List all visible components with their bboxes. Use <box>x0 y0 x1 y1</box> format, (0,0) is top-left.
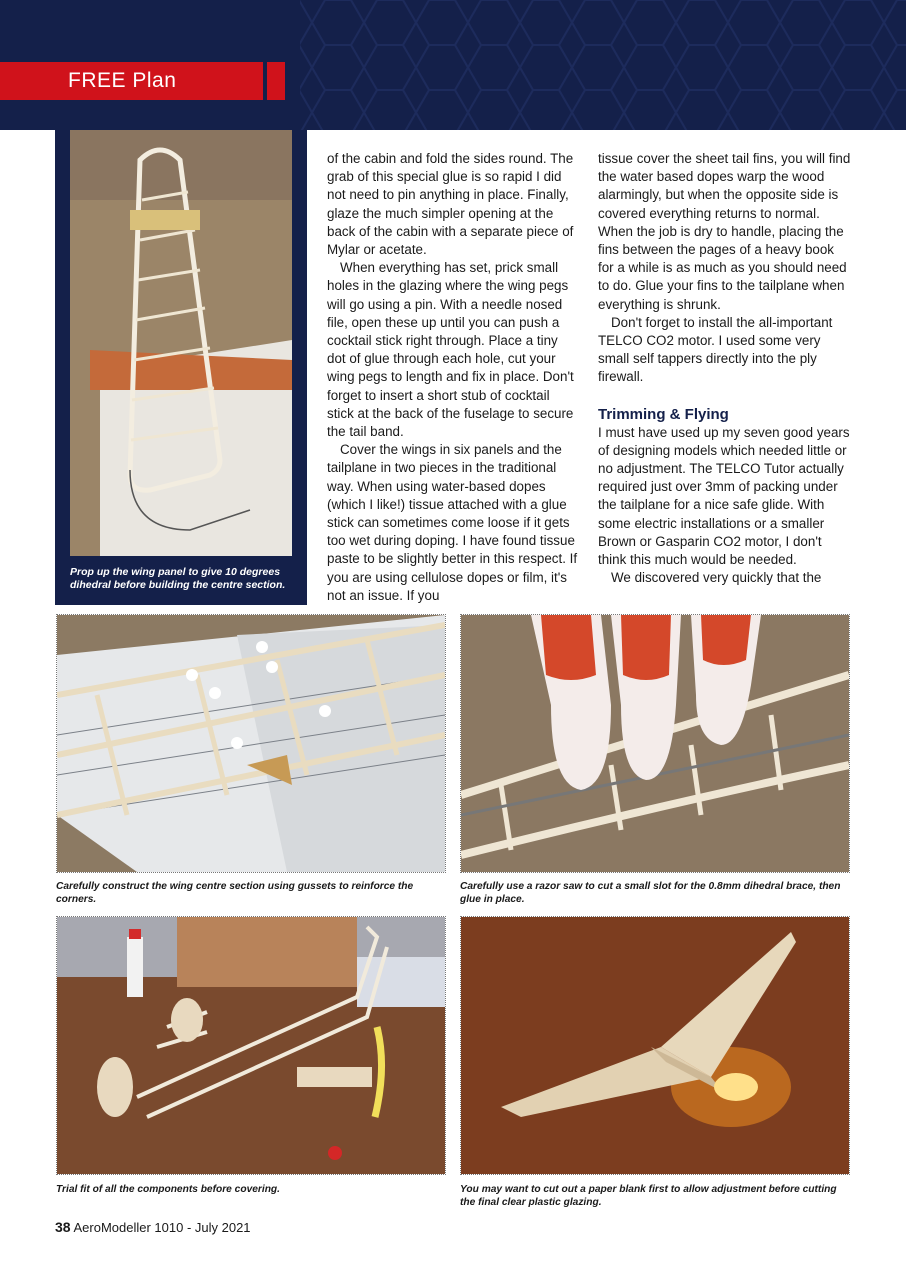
page-footer <box>55 1219 251 1235</box>
paragraph: Don't forget to install the all-important TELCO CO2 motor. I used some very small self tappers directly into the ply firewall. <box>598 314 833 385</box>
section-tag <box>0 62 263 100</box>
paragraph: tissue cover the sheet tail fins, you will find the water based dopes warp the wood alarmingly, but when the opposite side is covered everything returns to normal. When the job is dry to handle, placing the fins between the pages of a heavy book for a while is as much as you should need to do. Glue your fins to the tailplane when everything is shrunk. <box>598 151 851 312</box>
paragraph: When everything has set, prick small holes in the glazing where the wing pegs will go using a pin. With a needle nosed file, open these up until you can push a cocktail stick right through. Place a tiny dot of glue through each hole, cut your wing pegs to length and fix in place. Don't forget to insert a short stub of cocktail stick at the back of the fuselage to secure the tail band. <box>327 260 574 440</box>
paragraph: of the cabin and fold the sides round. The grab of this special glue is so rapid I did not need to pin anything in place. Finally, glaze the much simpler opening at the back of the cabin with a separate piece of Mylar or acetate. <box>327 151 574 258</box>
paragraph: We discovered very quickly that the <box>611 570 822 586</box>
trial-fit-photo <box>56 916 446 1175</box>
article-column-1 <box>327 150 579 605</box>
section-label: FREE Plan <box>68 69 177 92</box>
photo-panel <box>55 130 307 605</box>
article-column-2 <box>598 150 852 587</box>
photo-caption: You may want to cut out a paper blank first to allow adjustment before cutting the final clear plastic glazing. <box>460 1184 837 1208</box>
page-number: 38 <box>55 1219 71 1235</box>
paragraph: I must have used up my seven good years of designing models which needed little or no adjustment. The TELCO Tutor actually required just over 3mm of packing under the tailplane for a nice safe glide. With some electric installations or a smaller Brown or Gasparin CO2 motor, I don't think this much would be needed. <box>598 424 850 568</box>
paragraph: Cover the wings in six panels and the tailplane in two pieces in the traditional way. When using water-based dopes (which I like!) tissue attached with a glue stick can sometimes come loose if it gets too wet during doping. I have found tissue paste to be slightly better in this respect. If you are using cellulose dopes or film, it's not an issue. If you <box>327 442 578 603</box>
section-heading: Trimming & Flying <box>598 405 729 423</box>
photo-caption: Prop up the wing panel to give 10 degrees dihedral before building the centre section. <box>70 566 286 591</box>
wing-centre-section-photo <box>56 614 446 873</box>
publication-name: AeroModeller 1010 - July 2021 <box>73 1220 251 1235</box>
section-tag-mark <box>267 62 285 100</box>
photo-caption: Carefully construct the wing centre section using gussets to reinforce the corners. <box>56 881 414 905</box>
photo-caption: Carefully use a razor saw to cut a small slot for the 0.8mm dihedral brace, then glue in place. <box>460 881 841 905</box>
paper-blank-photo <box>460 916 850 1175</box>
razor-saw-slot-photo <box>460 614 850 873</box>
photo-caption: Trial fit of all the components before covering. <box>56 1184 280 1195</box>
wing-panel-photo <box>70 130 292 556</box>
